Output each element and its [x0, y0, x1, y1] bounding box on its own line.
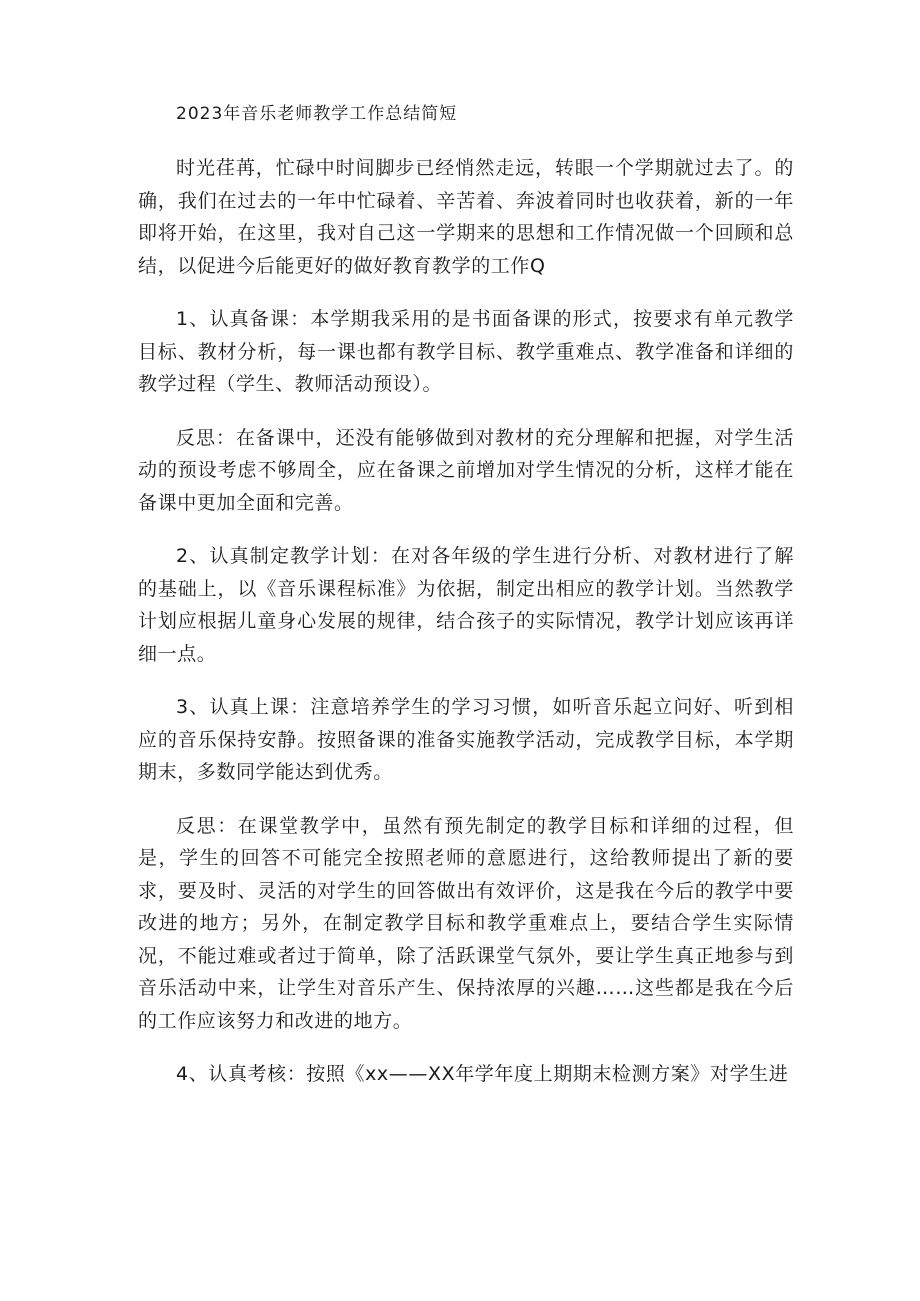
paragraph-reflection-prep: 反思：在备课中，还没有能够做到对教材的充分理解和把握，对学生活动的预设考虑不够周全，应在备课之前增加对学生情况的分析，这样才能在备课中更加全面和完善。: [138, 426, 794, 514]
paragraph-reflection-class: 反思：在课堂教学中，虽然有预先制定的教学目标和详细的过程，但是，学生的回答不可能完全按照老师的意愿进行，这给教师提出了新的要求，要及时、灵活的对学生的回答做出有效评价，这是我在今后的教学中要改进的地方；另外，在制定教学目标和教学重难点上，要结合学生实际情况，不能过难或者过于简单，除了活跃课堂气氛外，要让学生真正地参与到音乐活动中来，让学生对音乐产生、保持浓厚的兴趣……这些都是我在今后的工作应该努力和改进的地方。: [138, 814, 794, 1032]
paragraph-teaching-plan: 2、认真制定教学计划：在对各年级的学生进行分析、对教材进行了解的基础上，以《音乐课程标准》为依据，制定出相应的教学计划。当然教学计划应根据儿童身心发展的规律，结合孩子的实际情况，教学计划应该再详细一点。: [138, 545, 794, 665]
document-title: 2023年音乐老师教学工作总结简短: [176, 104, 458, 124]
paragraph-class-teaching: 3、认真上课：注意培养学生的学习习惯，如听音乐起立问好、听到相应的音乐保持安静。按照备课的准备实施教学活动，完成教学目标，本学期期末，多数同学能达到优秀。: [138, 696, 794, 783]
paragraph-intro: 时光荏苒，忙碌中时间脚步已经悄然走远，转眼一个学期就过去了。的确，我们在过去的一年中忙碌着、辛苦着、奔波着同时也收获着，新的一年即将开始，在这里，我对自己这一学期来的思想和工作情况做一个回顾和总结，以促进今后能更好的做好教育教学的工作Q: [138, 157, 794, 277]
paragraph-assessment: 4、认真考核：按照《xx——XX年学年度上期期末检测方案》对学生进: [176, 1063, 789, 1085]
paragraph-lesson-prep: 1、认真备课：本学期我采用的是书面备课的形式，按要求有单元教学目标、教材分析，每一课也都有教学目标、教学重难点、教学准备和详细的教学过程（学生、教师活动预设）。: [138, 308, 794, 395]
document-body: [138, 152, 794, 1112]
